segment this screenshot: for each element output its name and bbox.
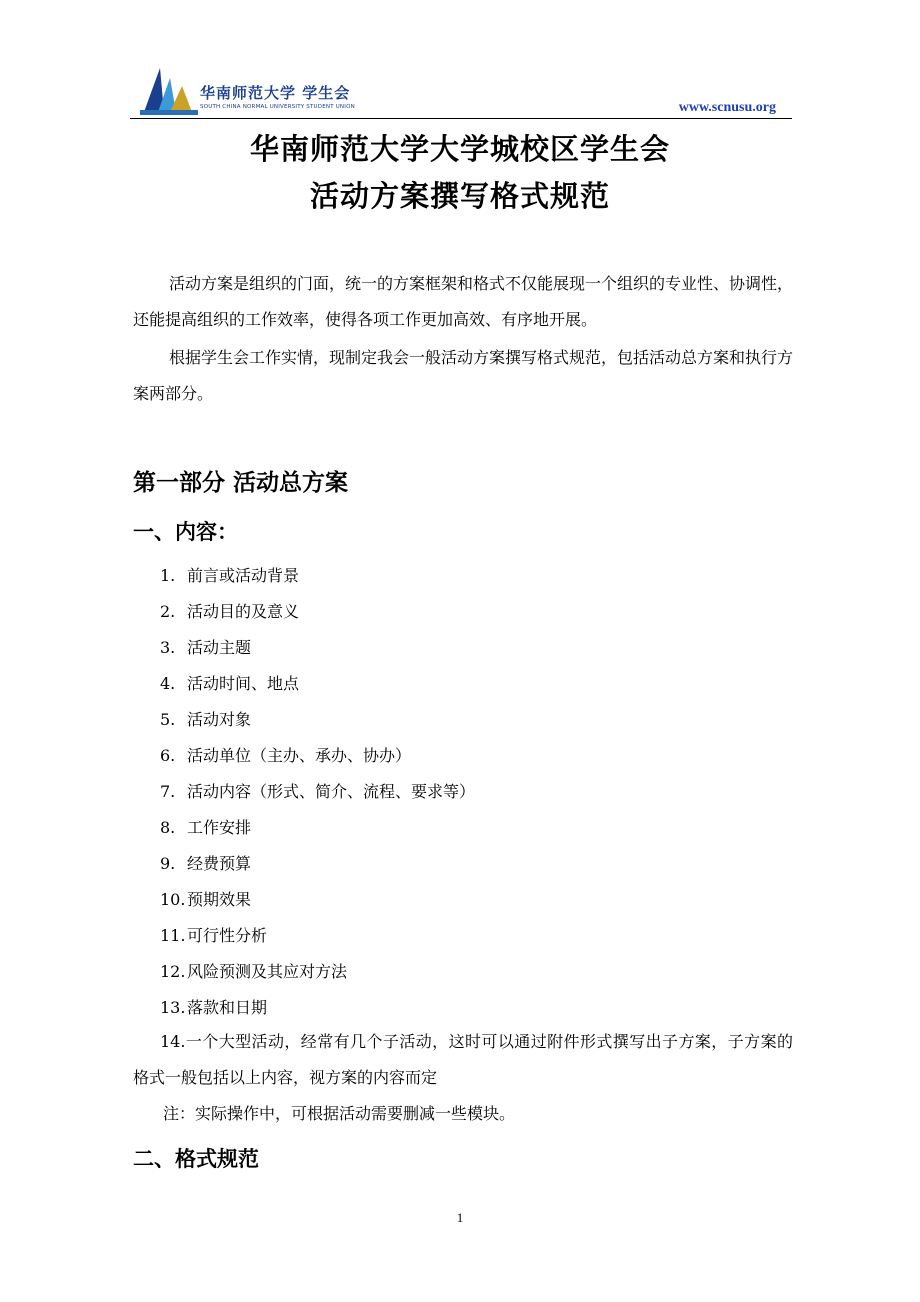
list-item-text: 前言或活动背景 bbox=[187, 566, 300, 585]
website-link[interactable]: www.scnusu.org bbox=[678, 100, 776, 115]
intro-paragraph-2: 根据学生会工作实情，现制定我会一般活动方案撰写格式规范，包括活动总方案和执行方案两部分。 bbox=[133, 348, 794, 403]
list-item-text: 可行性分析 bbox=[187, 926, 268, 945]
list-item bbox=[160, 918, 794, 954]
list-item-number: 5. bbox=[160, 710, 176, 729]
list-item-number: 1. bbox=[160, 566, 176, 585]
list-item bbox=[160, 774, 794, 810]
student-union-logo bbox=[140, 64, 355, 116]
header-divider bbox=[130, 118, 792, 119]
list-item-text: 风险预测及其应对方法 bbox=[187, 962, 348, 981]
list-item bbox=[160, 738, 794, 774]
list-item-number: 13. bbox=[160, 998, 186, 1017]
list-item-number: 10. bbox=[160, 890, 186, 909]
list-item-number: 6. bbox=[160, 746, 176, 765]
list-item-number: 8. bbox=[160, 818, 176, 837]
list-item bbox=[160, 630, 794, 666]
list-item bbox=[160, 594, 794, 630]
list-item bbox=[160, 882, 794, 918]
list-item-text: 活动主题 bbox=[187, 638, 252, 657]
list-item-14: 14.一个大型活动，经常有几个子活动，这时可以通过附件形式撰写出子方案，子方案的格式一般包括以上内容，视方案的内容而定 bbox=[133, 1032, 793, 1087]
list-item-number: 11. bbox=[160, 926, 186, 945]
page-header bbox=[130, 60, 792, 120]
section-format-heading: 二、格式规范 bbox=[133, 1147, 259, 1171]
logo-subtitle: SOUTH CHINA NORMAL UNIVERSITY STUDENT UNION bbox=[200, 104, 355, 110]
list-item bbox=[160, 666, 794, 702]
list-item-text: 活动目的及意义 bbox=[187, 602, 300, 621]
list-item bbox=[160, 702, 794, 738]
list-item bbox=[160, 558, 794, 594]
list-item-number: 3. bbox=[160, 638, 176, 657]
list-item-number: 7. bbox=[160, 782, 176, 801]
section-content-heading: 一、内容： bbox=[133, 520, 238, 544]
list-item-text: 落款和日期 bbox=[187, 998, 268, 1017]
intro-paragraph-1: 活动方案是组织的门面，统一的方案框架和格式不仅能展现一个组织的专业性、协调性，还能提高组织的工作效率，使得各项工作更加高效、有序地开展。 bbox=[133, 274, 794, 329]
list-item-text: 经费预算 bbox=[187, 854, 252, 873]
list-item bbox=[160, 846, 794, 882]
document-title-line1: 华南师范大学大学城校区学生会 bbox=[249, 132, 670, 166]
content-list bbox=[160, 558, 794, 1026]
document-title-line2: 活动方案撰写格式规范 bbox=[309, 179, 610, 213]
list-item bbox=[160, 990, 794, 1026]
note-text: 注：实际操作中，可根据活动需要删减一些模块。 bbox=[163, 1104, 516, 1123]
list-item-text: 活动内容（形式、简介、流程、要求等） bbox=[187, 782, 476, 801]
list-item-text: 活动时间、地点 bbox=[187, 674, 300, 693]
list-item-number: 4. bbox=[160, 674, 176, 693]
list-item bbox=[160, 810, 794, 846]
logo-name: 华南师范大学 学生会 bbox=[200, 84, 351, 102]
list-item-number: 9. bbox=[160, 854, 176, 873]
list-item-number: 2. bbox=[160, 602, 176, 621]
list-item-text: 活动单位（主办、承办、协办） bbox=[187, 746, 412, 765]
sail-emblem-icon bbox=[140, 64, 200, 116]
page-number: 1 bbox=[456, 1210, 464, 1225]
list-item bbox=[160, 954, 794, 990]
list-item-number: 12. bbox=[160, 962, 186, 981]
list-item-text: 预期效果 bbox=[187, 890, 252, 909]
list-item-text: 工作安排 bbox=[187, 818, 252, 837]
list-item-text: 活动对象 bbox=[187, 710, 252, 729]
part1-heading: 第一部分 活动总方案 bbox=[133, 470, 349, 496]
